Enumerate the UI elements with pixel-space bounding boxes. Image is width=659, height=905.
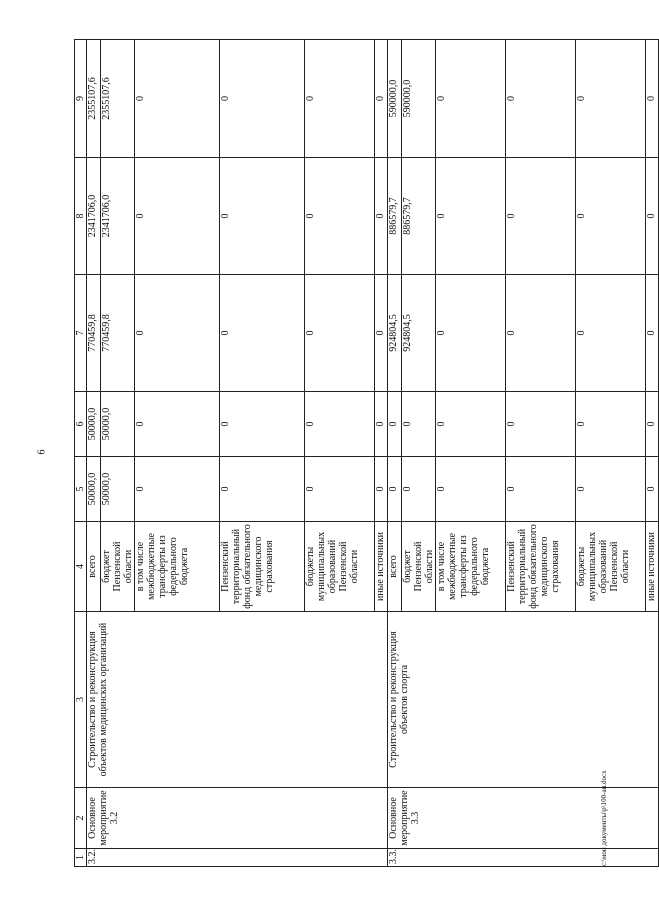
footer-file-path: c:\мои документы\p\100-ап.docx xyxy=(600,770,608,866)
value-cell: 886579,7 xyxy=(402,158,436,275)
value-cell: 0 xyxy=(402,392,436,457)
value-cell: 0 xyxy=(220,392,305,457)
value-cell: 0 xyxy=(506,392,576,457)
value-cell: 886579,7 xyxy=(388,158,402,275)
value-cell: 0 xyxy=(220,457,305,522)
value-cell: 0 xyxy=(576,158,646,275)
value-cell: 2341706,0 xyxy=(101,158,135,275)
header-cell: 3 xyxy=(75,612,87,788)
value-cell: 0 xyxy=(305,40,375,158)
funding-source: бюджет Пензенской области xyxy=(402,522,436,612)
value-cell: 0 xyxy=(576,275,646,392)
funding-source: бюджет Пензенской области xyxy=(101,522,135,612)
page-number: 6 xyxy=(36,449,48,455)
header-cell: 6 xyxy=(75,392,87,457)
value-cell: 770459,8 xyxy=(101,275,135,392)
measure-title: Строительство и реконструкция объектов спорта xyxy=(388,612,659,788)
value-cell: 0 xyxy=(375,457,388,522)
value-cell: 0 xyxy=(436,158,506,275)
funding-source: иные источники xyxy=(646,522,659,612)
value-cell: 0 xyxy=(135,275,220,392)
funding-source: в том числе межбюджетные трансферты из федерального бюджета xyxy=(436,522,506,612)
header-cell: 1 xyxy=(75,849,87,867)
measure-name: Основное мероприятие 3.3 xyxy=(388,788,659,849)
funding-source: иные источники xyxy=(375,522,388,612)
item-number: 3.3. xyxy=(388,849,659,867)
header-cell: 4 xyxy=(75,522,87,612)
value-cell: 0 xyxy=(436,457,506,522)
value-cell: 0 xyxy=(576,457,646,522)
value-cell: 0 xyxy=(135,40,220,158)
value-cell: 0 xyxy=(646,392,659,457)
value-cell: 0 xyxy=(305,275,375,392)
value-cell: 0 xyxy=(436,40,506,158)
value-cell: 590000,0 xyxy=(388,40,402,158)
value-cell: 2341706,0 xyxy=(87,158,101,275)
value-cell: 0 xyxy=(506,275,576,392)
value-cell: 50000,0 xyxy=(101,457,135,522)
header-cell: 9 xyxy=(75,40,87,158)
value-cell: 0 xyxy=(402,457,436,522)
value-cell: 0 xyxy=(506,457,576,522)
measure-name: Основное мероприятие 3.2 xyxy=(87,788,388,849)
value-cell: 0 xyxy=(305,392,375,457)
value-cell: 770459,8 xyxy=(87,275,101,392)
header-cell: 7 xyxy=(75,275,87,392)
value-cell: 0 xyxy=(646,40,659,158)
value-cell: 0 xyxy=(135,457,220,522)
table-row xyxy=(388,40,402,867)
funding-source: Пензенский территориальный фонд обязательного медицинского страхования xyxy=(220,522,305,612)
value-cell: 590000,0 xyxy=(402,40,436,158)
value-cell: 2355107,6 xyxy=(87,40,101,158)
funding-source: в том числе межбюджетные трансферты из федерального бюджета xyxy=(135,522,220,612)
value-cell: 0 xyxy=(388,392,402,457)
value-cell: 924804,5 xyxy=(388,275,402,392)
value-cell: 50000,0 xyxy=(101,392,135,457)
funding-source: Пензенский территориальный фонд обязательного медицинского страхования xyxy=(506,522,576,612)
value-cell: 0 xyxy=(305,457,375,522)
value-cell: 50000,0 xyxy=(87,392,101,457)
value-cell: 0 xyxy=(506,158,576,275)
funding-source: бюджеты муниципальных образований Пензенской области xyxy=(305,522,375,612)
header-cell: 5 xyxy=(75,457,87,522)
value-cell: 0 xyxy=(220,40,305,158)
funding-source: всего xyxy=(87,522,101,612)
value-cell: 0 xyxy=(135,158,220,275)
value-cell: 0 xyxy=(436,275,506,392)
value-cell: 0 xyxy=(576,40,646,158)
value-cell: 0 xyxy=(375,392,388,457)
value-cell: 0 xyxy=(436,392,506,457)
value-cell: 0 xyxy=(135,392,220,457)
measure-title: Строительство и реконструкция объектов медицинских организаций xyxy=(87,612,388,788)
value-cell: 0 xyxy=(375,40,388,158)
value-cell: 0 xyxy=(646,275,659,392)
value-cell: 0 xyxy=(646,457,659,522)
value-cell: 0 xyxy=(305,158,375,275)
funding-source: бюджеты муниципальных образований Пензенской области xyxy=(576,522,646,612)
value-cell: 924804,5 xyxy=(402,275,436,392)
value-cell: 2355107,6 xyxy=(101,40,135,158)
header-row xyxy=(75,40,87,867)
item-number: 3.2. xyxy=(87,849,388,867)
value-cell: 50000,0 xyxy=(87,457,101,522)
value-cell: 0 xyxy=(646,158,659,275)
funding-source: всего xyxy=(388,522,402,612)
header-cell: 2 xyxy=(75,788,87,849)
value-cell: 0 xyxy=(506,40,576,158)
table-row xyxy=(87,40,101,867)
financing-table xyxy=(74,39,659,867)
header-cell: 8 xyxy=(75,158,87,275)
value-cell: 0 xyxy=(576,392,646,457)
value-cell: 0 xyxy=(220,275,305,392)
value-cell: 0 xyxy=(375,158,388,275)
value-cell: 0 xyxy=(220,158,305,275)
value-cell: 0 xyxy=(388,457,402,522)
value-cell: 0 xyxy=(375,275,388,392)
